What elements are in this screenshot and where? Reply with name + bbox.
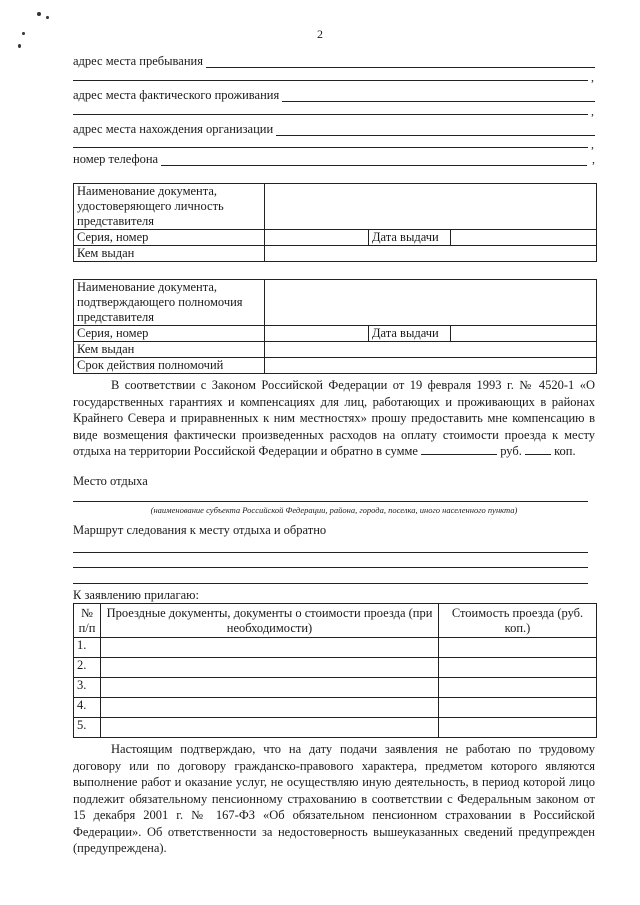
residence-address-line-2[interactable] — [73, 114, 588, 115]
col-num-header: № п/п — [74, 604, 101, 638]
rest-place-caption: (наименование субъекта Российской Федерации, района, города, поселка, иного населенного пункта) — [150, 505, 518, 515]
attachments-table — [73, 603, 597, 738]
stay-address-label: адрес места пребывания — [73, 54, 203, 68]
row-docs-cell[interactable] — [101, 658, 439, 678]
sum-rub-blank[interactable] — [421, 443, 497, 455]
row-cost-cell[interactable] — [439, 718, 597, 738]
row-cost-cell[interactable] — [439, 678, 597, 698]
rep-authority-issued-by-cell[interactable] — [265, 342, 597, 358]
organization-address-field[interactable] — [73, 120, 595, 136]
phone-line[interactable] — [161, 153, 587, 166]
rep-id-doc-name-label: Наименование документа, удостоверяющего личность представителя — [74, 184, 265, 230]
attachments-label: К заявлению прилагаю: — [73, 588, 199, 602]
row-num: 5. — [74, 718, 101, 738]
organization-address-line-2[interactable] — [73, 147, 588, 148]
row-docs-cell[interactable] — [101, 698, 439, 718]
phone-label: номер телефона — [73, 152, 159, 166]
rep-authority-validity-cell[interactable] — [265, 358, 597, 374]
row-num: 2. — [74, 658, 101, 678]
confirmation-paragraph: Настоящим подтверждаю, что на дату подачи заявления не работаю по трудовому договору или по договору гражданско-правового характера, предметом которого являются выполнение работ и оказание услуг, не осуществляю иную деятельность, в период которой лицо подлежит обязательному пенсионному страхованию в соответствии с Федеральным законом от 15 декабря 2001 г. № 167-ФЗ «Об обязательном пенсионном страховании в Российской Федерации». Об ответственности за недостоверность вышеуказанных сведений предупрежден (предупреждена). — [73, 742, 595, 855]
rep-authority-validity-label: Срок действия полномочий — [74, 358, 265, 374]
page-number: 2 — [317, 27, 323, 41]
row-docs-cell[interactable] — [101, 678, 439, 698]
kop-label: коп. — [554, 444, 576, 458]
row-docs-cell[interactable] — [101, 638, 439, 658]
rep-id-doc-name-cell[interactable] — [265, 184, 597, 230]
residence-address-line[interactable] — [282, 89, 595, 102]
col-cost-header: Стоимость проезда (руб. коп.) — [439, 604, 597, 638]
rep-authority-series-cell[interactable] — [265, 326, 369, 342]
row-num: 4. — [74, 698, 101, 718]
rep-authority-doc-name-cell[interactable] — [265, 280, 597, 326]
scan-speck — [46, 16, 49, 19]
stay-address-line[interactable] — [206, 55, 595, 68]
residence-address-field[interactable] — [73, 86, 595, 102]
rep-authority-table — [73, 279, 597, 374]
comma: , — [592, 152, 595, 166]
rep-authority-issued-by-label: Кем выдан — [74, 342, 265, 358]
rep-id-issued-by-cell[interactable] — [265, 246, 597, 262]
request-text: В соответствии с Законом Российской Федерации от 19 февраля 1993 г. № 4520-1 «О государственных гарантиях и компенсациях для лиц, работающих и проживающих в районах Крайнего Севера и приравненных к ним местностях» прошу предоставить мне компенсацию в виде возмещения фактически произведенных расходов на оплату стоимости проезда к месту отдыха на территории Российской Федерации и обратно в — [73, 378, 595, 458]
stay-address-field[interactable] — [73, 52, 595, 68]
rep-id-series-label: Серия, номер — [74, 230, 265, 246]
route-line-1[interactable] — [73, 552, 588, 553]
rest-place-line[interactable] — [73, 501, 588, 502]
row-cost-cell[interactable] — [439, 698, 597, 718]
organization-address-label: адрес места нахождения организации — [73, 122, 274, 136]
rep-id-date-cell[interactable] — [451, 230, 597, 246]
route-line-2[interactable] — [73, 567, 588, 568]
sum-label: сумме — [385, 444, 418, 458]
comma: , — [591, 104, 594, 118]
organization-address-line[interactable] — [276, 123, 595, 136]
scan-speck — [37, 12, 41, 16]
stay-address-line-2[interactable] — [73, 80, 588, 81]
rep-id-table — [73, 183, 597, 262]
row-cost-cell[interactable] — [439, 638, 597, 658]
rep-authority-series-label: Серия, номер — [74, 326, 265, 342]
row-docs-cell[interactable] — [101, 718, 439, 738]
comma: , — [591, 70, 594, 84]
sum-kop-blank[interactable] — [525, 443, 551, 455]
col-docs-header: Проездные документы, документы о стоимости проезда (при необходимости) — [101, 604, 439, 638]
rep-id-issued-by-label: Кем выдан — [74, 246, 265, 262]
row-num: 1. — [74, 638, 101, 658]
rest-place-label: Место отдыха — [73, 474, 148, 488]
rep-id-date-label: Дата выдачи — [369, 230, 451, 246]
rub-label: руб. — [500, 444, 522, 458]
phone-field[interactable] — [73, 150, 595, 166]
rep-id-series-cell[interactable] — [265, 230, 369, 246]
scan-speck — [18, 44, 21, 48]
rep-authority-date-label: Дата выдачи — [369, 326, 451, 342]
rep-authority-date-cell[interactable] — [451, 326, 597, 342]
residence-address-label: адрес места фактического проживания — [73, 88, 280, 102]
row-num: 3. — [74, 678, 101, 698]
row-cost-cell[interactable] — [439, 658, 597, 678]
route-label: Маршрут следования к месту отдыха и обратно — [73, 523, 327, 537]
request-paragraph — [73, 377, 595, 460]
comma: , — [591, 137, 594, 151]
route-line-3[interactable] — [73, 583, 588, 584]
rep-authority-doc-name-label: Наименование документа, подтверждающего полномочия представителя — [74, 280, 265, 326]
